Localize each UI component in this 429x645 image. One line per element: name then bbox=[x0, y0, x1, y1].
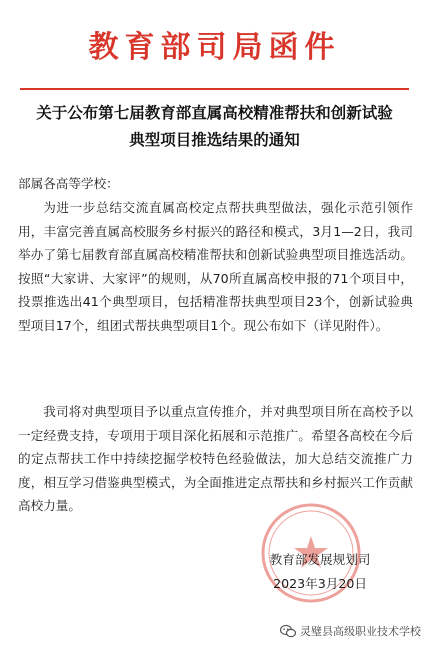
notice-title-line-2: 典型项目推选结果的通知 bbox=[129, 131, 300, 149]
body-paragraph-1: 为进一步总结交流直属高校定点帮扶典型做法，强化示范引领作用，丰富完善直属高校服务乡村振兴的路径和模式，3月1—2日，我司举办了第七届教育部直属高校精准帮扶和创新试验典型项目推选活动。按照“大家讲、大家评”的规则，从70所直属高校申报的71个项目中，投票推选出41个典型项目，包括精准帮扶典型项目23个，创新试验典型项目17个，组团式帮扶典型项目1个。现公布如下（详见附件）。 bbox=[18, 200, 413, 333]
letterhead-divider bbox=[20, 88, 409, 90]
body-paragraph-2: 我司将对典型项目予以重点宣传推介，并对典型项目所在高校予以一定经费支持，专项用于项目深化拓展和示范推广。希望各高校在今后的定点帮扶工作中持续挖掘学校特色经验做法，加大总结交流推广力度，相互学习借鉴典型模式，为全面推进定点帮扶和乡村振兴工作贡献高校力量。 bbox=[18, 404, 413, 514]
salutation: 部属各高等学校： bbox=[18, 176, 119, 191]
notice-title bbox=[18, 100, 411, 154]
watermark-text: 灵璧县高级职业技术学校 bbox=[300, 625, 421, 638]
wechat-icon bbox=[280, 624, 296, 638]
watermark bbox=[280, 623, 421, 639]
notice-title-line-1: 关于公布第七届教育部直属高校精准帮扶和创新试验 bbox=[36, 104, 393, 122]
signature-date: 2023年3月20日 bbox=[273, 576, 367, 591]
letterhead-title: 教育部司局函件 bbox=[88, 30, 341, 65]
signature-organization: 教育部发展规划司 bbox=[269, 552, 371, 567]
